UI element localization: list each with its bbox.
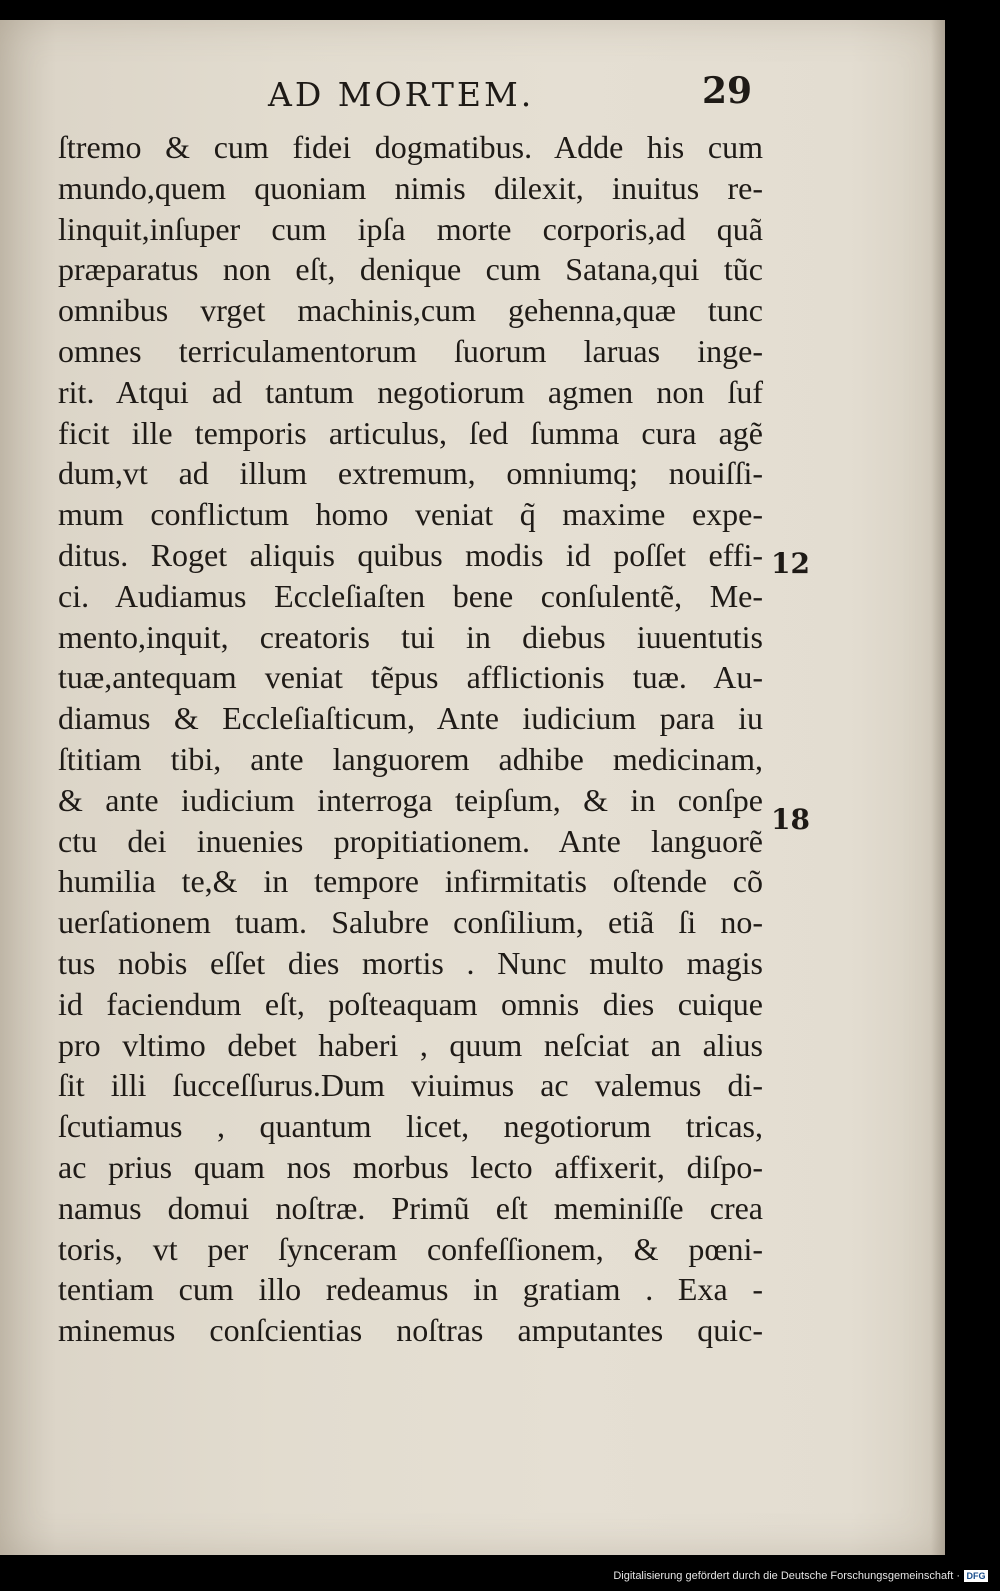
text-line: & ante iudicium interroga teipſum, & in conſpe bbox=[58, 781, 763, 818]
text-line: ficit ille temporis articulus, ſed ſumma cura agẽ bbox=[58, 414, 763, 451]
text-line: id faciendum eſt, poſteaquam omnis dies cuique bbox=[58, 985, 763, 1022]
page-number: 29 bbox=[702, 70, 753, 112]
text-line: tus nobis eſſet dies mortis . Nunc multo magis bbox=[58, 944, 763, 981]
text-line: ci. Audiamus Eccleſiaſten bene conſulentẽ, Me- bbox=[58, 577, 763, 614]
text-line: minemus conſcientias noſtras amputantes quic- bbox=[58, 1312, 763, 1349]
text-line: mundo,quem quoniam nimis dilexit, inuitus re- bbox=[58, 169, 763, 206]
text-line: ſcutiamus , quantum licet, negotiorum tricas, bbox=[58, 1108, 763, 1145]
margin-note-18: 18 bbox=[771, 803, 810, 836]
text-line: ac prius quam nos morbus lecto affixerit, diſpo- bbox=[58, 1148, 763, 1185]
dfg-logo: DFG bbox=[964, 1570, 988, 1582]
margin-note-12: 12 bbox=[771, 547, 810, 580]
text-line: mum conflictum homo veniat q̃ maxime expe- bbox=[58, 496, 763, 533]
text-line: diamus & Eccleſiaſticum, Ante iudicium para iu bbox=[58, 700, 763, 737]
text-line: ſtitiam tibi, ante languorem adhibe medicinam, bbox=[58, 740, 763, 777]
text-line: ſtremo & cum fidei dogmatibus. Adde his cum bbox=[58, 129, 763, 165]
text-line: tentiam cum illo redeamus in gratiam . Exa - bbox=[58, 1271, 763, 1308]
text-line: omnes terriculamentorum ſuorum laruas inge- bbox=[58, 332, 763, 369]
text-line: omnibus vrget machinis,cum gehenna,quæ tunc bbox=[58, 292, 763, 329]
text-line: ſit illi ſucceſſurus.Dum viuimus ac valemus di- bbox=[58, 1067, 763, 1104]
text-line: mento,inquit, creatoris tui in diebus iuuentutis bbox=[58, 618, 763, 655]
page-edge-shadow bbox=[931, 20, 945, 1555]
text-line: præparatus non eſt, denique cum Satana,qui tũc bbox=[58, 251, 763, 288]
digitization-credit: Digitalisierung gefördert durch die Deutsche Forschungsgemeinschaft · bbox=[613, 1570, 960, 1582]
text-line: pro vltimo debet haberi , quum neſciat an alius bbox=[58, 1026, 763, 1063]
text-line: linquit,inſuper cum ipſa morte corporis,ad quã bbox=[58, 210, 763, 247]
text-line: namus domui noſtræ. Primũ eſt meminiſſe crea bbox=[58, 1189, 763, 1226]
body-text bbox=[58, 127, 763, 1351]
text-line: toris, vt per ſynceram confeſſionem, & pœni- bbox=[58, 1230, 763, 1267]
text-line: ditus. Roget aliquis quibus modis id poſſet effi- bbox=[58, 536, 763, 573]
book-page bbox=[0, 20, 945, 1555]
text-line: tuæ,antequam veniat tẽpus afflictionis tuæ. Au- bbox=[58, 659, 763, 696]
text-line: dum,vt ad illum extremum, omniumq; nouiſſi- bbox=[58, 455, 763, 492]
text-line: rit. Atqui ad tantum negotiorum agmen non ſuf bbox=[58, 373, 763, 410]
text-line: uerſationem tuam. Salubre conſilium, etiã ſi no- bbox=[58, 904, 763, 941]
text-line: humilia te,& in tempore infirmitatis oſtende cõ bbox=[58, 863, 763, 900]
text-line: ctu dei inuenies propitiationem. Ante languorẽ bbox=[58, 822, 763, 859]
running-head: AD MORTEM. bbox=[268, 75, 535, 114]
